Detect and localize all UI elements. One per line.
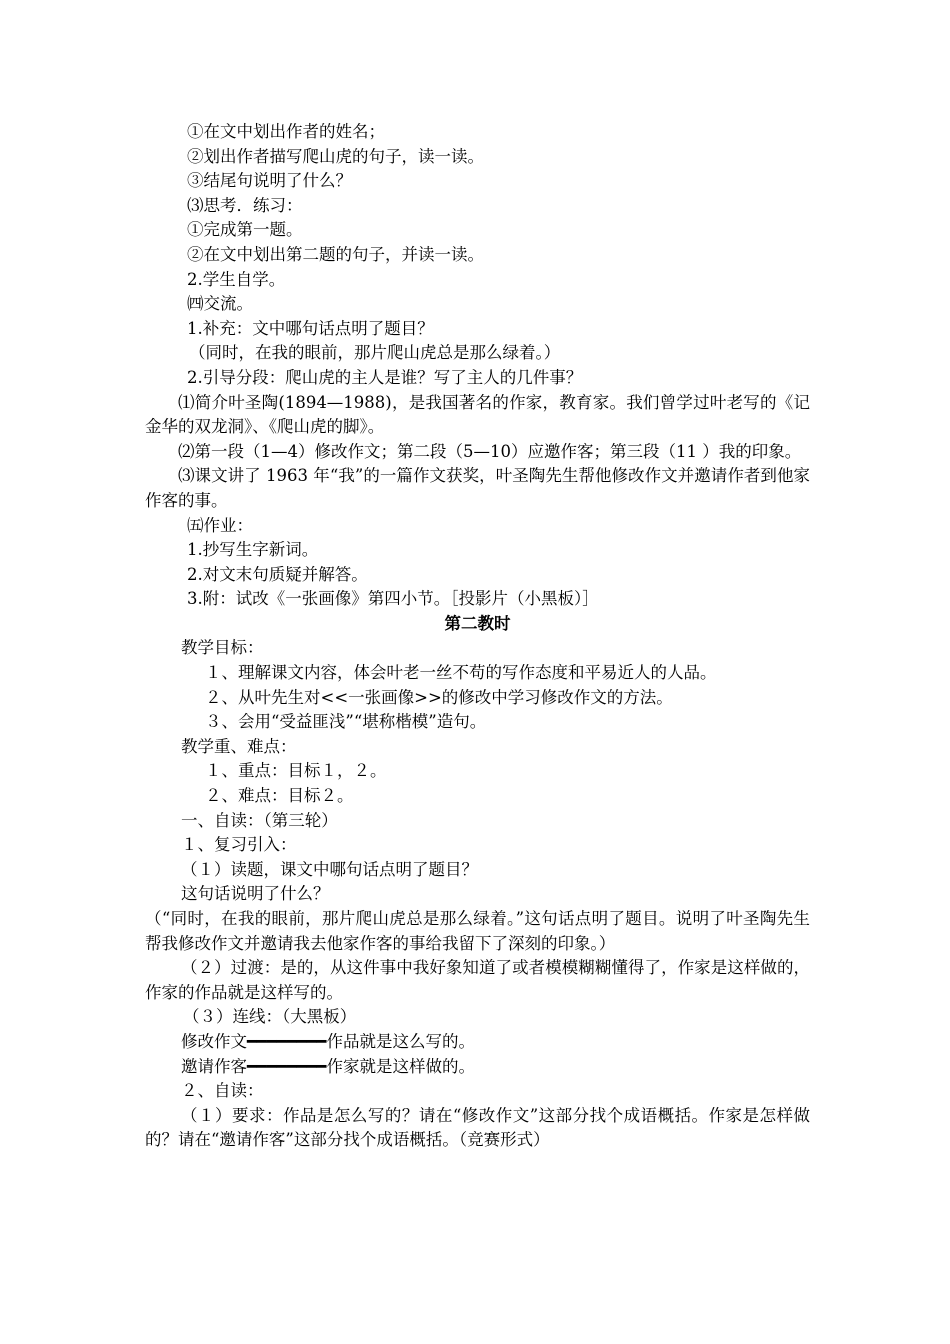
paragraph: （“同时，在我的眼前，那片爬山虎总是那么绿着。”这句话点明了题目。说明了叶圣陶先生帮我修改作文并邀请我去他家作客的事给我留下了深刻的印象。） — [145, 909, 810, 953]
text-line: 2.对文末句质疑并解答。 — [187, 564, 368, 584]
text-line: 这句话说明了什么？ — [181, 884, 330, 904]
paragraph: （２）过渡：是的，从这件事中我好象知道了或者模模糊糊懂得了，作家是这样做的，作家的作品就是这样写的。 — [145, 958, 810, 1002]
paragraph: （１）要求：作品是怎么写的？请在“修改作文”这部分找个成语概括。作家是怎样做的？请在“邀请作客”这部分找个成语概括。（竞赛形式） — [145, 1105, 810, 1150]
text-line: ２、自读： — [181, 1081, 264, 1101]
text-line: １、复习引入： — [181, 835, 297, 855]
paragraph: ⑵第一段（1—4）修改作文；第二段（5—10）应邀作客；第三段（11 ）我的印象。 — [178, 441, 802, 461]
document-body — [145, 120, 810, 1153]
text-line: 1.抄写生字新词。 — [187, 540, 319, 560]
list-item: ２、从叶先生对<<一张画像>>的修改中学习修改作文的方法。 — [205, 687, 673, 707]
text-line: （３）连线：（大黑板） — [183, 1007, 357, 1027]
section-heading: 一、自读：（第三轮） — [181, 810, 338, 830]
list-item: ３、会用“受益匪浅”“堪称楷模”造句。 — [205, 712, 487, 732]
text-line: ②划出作者描写爬山虎的句子，读一读。 — [187, 146, 484, 166]
text-line: （同时，在我的眼前，那片爬山虎总是那么绿着。） — [189, 343, 561, 363]
text-line: 2.引导分段：爬山虎的主人是谁？写了主人的几件事？ — [187, 367, 583, 387]
lesson-title: 第二教时 — [444, 613, 511, 633]
text-line: ②在文中划出第二题的句子，并读一读。 — [187, 244, 484, 264]
text-line: （１）读题，课文中哪句话点明了题目？ — [181, 859, 478, 879]
paragraph: ⑴简介叶圣陶(1894—1988)，是我国著名的作家，教育家。我们曾学过叶老写的《记金华的双龙洞》、《爬山虎的脚》。 — [145, 392, 810, 437]
section-heading: ㈤作业： — [187, 515, 253, 535]
text-line: ③结尾句说明了什么？ — [187, 171, 352, 191]
text-line: ①在文中划出作者的姓名； — [187, 122, 385, 141]
text-line: 教学目标： — [181, 638, 264, 658]
list-item: １、理解课文内容，体会叶老一丝不苟的写作态度和平易近人的人品。 — [205, 663, 717, 683]
text-line: 邀请作客━━━━━━━━作家就是这样做的。 — [181, 1056, 475, 1076]
text-line: 教学重、难点： — [181, 736, 297, 756]
list-item: １、重点：目标１，２。 — [205, 761, 387, 781]
text-line: ⑶思考．练习： — [187, 195, 303, 215]
section-heading: ㈣交流。 — [187, 294, 253, 314]
text-line: 1.补充：文中哪句话点明了题目？ — [187, 318, 434, 338]
paragraph: ⑶课文讲了 1963 年“我”的一篇作文获奖，叶圣陶先生帮他修改作文并邀请作者到他家作客的事。 — [145, 466, 810, 510]
text-line: 修改作文━━━━━━━━作品就是这么写的。 — [181, 1031, 475, 1051]
list-item: ２、难点：目标２。 — [205, 786, 354, 806]
text-line: ①完成第一题。 — [187, 220, 303, 240]
text-line: 2.学生自学。 — [187, 269, 286, 289]
text-line: 3.附：试改《一张画像》第四小节。［投影片（小黑板）］ — [187, 589, 599, 609]
